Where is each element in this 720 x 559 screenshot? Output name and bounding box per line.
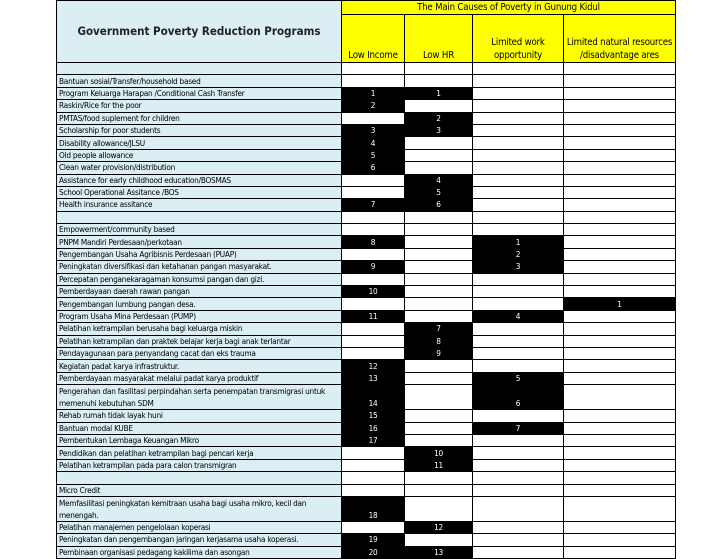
cell-low-hr <box>405 248 473 260</box>
cell-low-income: 14 <box>342 385 405 410</box>
cell-low-hr <box>405 224 473 236</box>
program-label: Pengembangan Usaha Agribisnis Perdesaan (PUAP) <box>57 248 342 260</box>
poverty-program-matrix <box>56 0 676 559</box>
programs-header: Government Poverty Reduction Programs <box>57 1 342 63</box>
cell-limited-work <box>473 174 564 186</box>
cell-low-income <box>342 174 405 186</box>
cell-limited-resources <box>564 199 676 211</box>
cell-limited-work <box>473 112 564 124</box>
cell-limited-work <box>473 124 564 136</box>
cell-low-income: 5 <box>342 149 405 161</box>
table-row <box>57 224 676 236</box>
program-label: Pembinaan organisasi pedagang kakilima dan asongan <box>57 546 342 558</box>
cell-limited-resources <box>564 496 676 521</box>
col-header-low-income: Low Income <box>342 15 405 63</box>
cell-limited-work <box>473 273 564 285</box>
cell-low-income <box>342 186 405 198</box>
cell-low-hr <box>405 472 473 484</box>
program-label: Pembentukan Lembaga Keuangan Mikro <box>57 434 342 446</box>
cell-low-income <box>342 248 405 260</box>
cell-low-hr <box>405 63 473 75</box>
cell-low-hr <box>405 484 473 496</box>
table-row <box>57 410 676 422</box>
cell-low-income <box>342 112 405 124</box>
cell-low-income <box>342 224 405 236</box>
cell-limited-work <box>473 434 564 446</box>
cell-limited-resources: 1 <box>564 298 676 310</box>
cell-low-income <box>342 484 405 496</box>
table-row <box>57 124 676 136</box>
cell-low-income: 6 <box>342 162 405 174</box>
program-label: Program Usaha Mina Perdesaan (PUMP) <box>57 310 342 322</box>
cell-low-hr <box>405 372 473 384</box>
cell-limited-work <box>473 186 564 198</box>
program-label: Micro Credit <box>57 484 342 496</box>
cell-limited-work <box>473 360 564 372</box>
cell-low-income: 18 <box>342 496 405 521</box>
table-row <box>57 310 676 322</box>
cell-limited-resources <box>564 459 676 471</box>
table-row <box>57 335 676 347</box>
cell-low-income <box>342 75 405 87</box>
cell-low-hr <box>405 385 473 410</box>
cell-limited-work <box>473 199 564 211</box>
cell-low-income <box>342 459 405 471</box>
program-label <box>57 211 342 223</box>
cell-low-hr <box>405 149 473 161</box>
cell-low-income: 19 <box>342 534 405 546</box>
program-label: Disability allowance/JLSU <box>57 137 342 149</box>
cell-limited-resources <box>564 410 676 422</box>
cell-limited-work: 5 <box>473 372 564 384</box>
cell-limited-resources <box>564 546 676 558</box>
table-row <box>57 546 676 558</box>
table-row <box>57 248 676 260</box>
cell-limited-resources <box>564 124 676 136</box>
table-row <box>57 174 676 186</box>
table-row <box>57 100 676 112</box>
program-label: Pengerahan dan fasilitasi perpindahan serta penempatan transmigrasi untuk memenuhi kebutuhan SDM <box>57 385 342 410</box>
cell-low-hr: 13 <box>405 546 473 558</box>
cell-limited-resources <box>564 447 676 459</box>
cell-limited-work <box>473 459 564 471</box>
program-label: Peningkatan dan pengembangan jaringan kerjasama usaha koperasi. <box>57 534 342 546</box>
cell-limited-resources <box>564 248 676 260</box>
cell-low-hr <box>405 261 473 273</box>
table-row <box>57 162 676 174</box>
table-row <box>57 137 676 149</box>
program-label: Pelatihan ketrampilan pada para calon transmigran <box>57 459 342 471</box>
cell-low-hr <box>405 434 473 446</box>
program-label: Clean water provision/distribution <box>57 162 342 174</box>
program-label: Health insurance assitance <box>57 199 342 211</box>
program-label: PMTAS/food suplement for children <box>57 112 342 124</box>
cell-limited-resources <box>564 137 676 149</box>
cell-low-income: 13 <box>342 372 405 384</box>
cell-low-income: 15 <box>342 410 405 422</box>
cell-low-hr: 1 <box>405 87 473 99</box>
table-row <box>57 484 676 496</box>
program-label: Pendidikan dan pelatihan ketrampilan bagi pencari kerja <box>57 447 342 459</box>
cell-limited-resources <box>564 484 676 496</box>
table-row <box>57 521 676 533</box>
table-row <box>57 472 676 484</box>
cell-low-hr <box>405 137 473 149</box>
cell-limited-resources <box>564 360 676 372</box>
program-label: Pelatihan ketrampilan berusaha bagi keluarga miskin <box>57 323 342 335</box>
cell-low-hr <box>405 75 473 87</box>
table-row <box>57 112 676 124</box>
program-label: Percepatan penganekaragaman konsumsi pangan dan gizi. <box>57 273 342 285</box>
cell-low-income: 16 <box>342 422 405 434</box>
cell-low-hr <box>405 310 473 322</box>
program-label: PNPM Mandiri Perdesaan/perkotaan <box>57 236 342 248</box>
cell-low-income <box>342 211 405 223</box>
cell-low-income <box>342 447 405 459</box>
table-row <box>57 273 676 285</box>
table-row <box>57 211 676 223</box>
cell-low-hr: 6 <box>405 199 473 211</box>
table-row <box>57 286 676 298</box>
cell-limited-resources <box>564 422 676 434</box>
cell-low-income <box>342 335 405 347</box>
table-row <box>57 323 676 335</box>
cell-limited-resources <box>564 112 676 124</box>
program-label: Empowerment/community based <box>57 224 342 236</box>
table-row <box>57 372 676 384</box>
cell-limited-work: 7 <box>473 422 564 434</box>
cell-low-income: 2 <box>342 100 405 112</box>
cell-limited-work <box>473 484 564 496</box>
cell-low-hr <box>405 162 473 174</box>
cell-low-hr <box>405 410 473 422</box>
cell-limited-work: 2 <box>473 248 564 260</box>
program-label: Program Keluarga Harapan /Conditional Cash Transfer <box>57 87 342 99</box>
cell-low-hr <box>405 100 473 112</box>
cell-limited-work <box>473 323 564 335</box>
matrix-table <box>56 0 676 559</box>
program-label: Bantuan sosial/Transfer/household based <box>57 75 342 87</box>
cell-low-hr <box>405 236 473 248</box>
table-row <box>57 186 676 198</box>
cell-low-hr: 12 <box>405 521 473 533</box>
cell-limited-work <box>473 137 564 149</box>
cell-limited-work <box>473 410 564 422</box>
table-row <box>57 75 676 87</box>
table-row <box>57 261 676 273</box>
program-label: Pengembangan lumbung pangan desa. <box>57 298 342 310</box>
table-row <box>57 360 676 372</box>
cell-limited-work <box>473 149 564 161</box>
cell-limited-work <box>473 447 564 459</box>
cell-limited-work <box>473 472 564 484</box>
cell-low-hr: 2 <box>405 112 473 124</box>
cell-limited-work: 3 <box>473 261 564 273</box>
program-label: Pelatihan manajemen pengelolaan koperasi <box>57 521 342 533</box>
cell-low-income: 17 <box>342 434 405 446</box>
cell-limited-resources <box>564 472 676 484</box>
cell-limited-work <box>473 224 564 236</box>
cell-low-income <box>342 323 405 335</box>
program-label: Pelatihan ketrampilan dan praktek belajar kerja bagi anak terlantar <box>57 335 342 347</box>
program-label: Old people allowance <box>57 149 342 161</box>
cell-low-hr <box>405 422 473 434</box>
cell-low-income: 20 <box>342 546 405 558</box>
cell-limited-work <box>473 335 564 347</box>
cell-low-income: 3 <box>342 124 405 136</box>
cell-limited-work <box>473 496 564 521</box>
table-row <box>57 459 676 471</box>
cell-low-income: 9 <box>342 261 405 273</box>
cell-low-income: 4 <box>342 137 405 149</box>
cell-low-hr: 8 <box>405 335 473 347</box>
cell-low-hr <box>405 496 473 521</box>
table-row <box>57 347 676 359</box>
causes-header: The Main Causes of Poverty in Gunung Kidul <box>342 1 676 15</box>
cell-limited-work <box>473 63 564 75</box>
cell-low-hr: 7 <box>405 323 473 335</box>
cell-limited-resources <box>564 261 676 273</box>
cell-limited-resources <box>564 186 676 198</box>
col-header-low-hr: Low HR <box>405 15 473 63</box>
table-row <box>57 496 676 521</box>
cell-limited-resources <box>564 100 676 112</box>
program-label: School Operational Assitance /BOS <box>57 186 342 198</box>
cell-limited-work: 6 <box>473 385 564 410</box>
cell-limited-work <box>473 211 564 223</box>
cell-limited-work <box>473 162 564 174</box>
cell-low-hr: 11 <box>405 459 473 471</box>
cell-low-hr <box>405 360 473 372</box>
cell-low-income <box>342 347 405 359</box>
cell-limited-work <box>473 87 564 99</box>
program-label <box>57 63 342 75</box>
program-label: Memfasilitasi peningkatan kemitraan usaha bagi usaha mikro, kecil dan menengah. <box>57 496 342 521</box>
cell-low-hr <box>405 273 473 285</box>
cell-low-income: 12 <box>342 360 405 372</box>
table-row <box>57 236 676 248</box>
cell-limited-work <box>473 100 564 112</box>
cell-low-hr: 9 <box>405 347 473 359</box>
cell-limited-work <box>473 546 564 558</box>
program-label: Kegiatan padat karya infrastruktur. <box>57 360 342 372</box>
cell-limited-work <box>473 286 564 298</box>
cell-low-hr: 3 <box>405 124 473 136</box>
cell-limited-resources <box>564 347 676 359</box>
program-label <box>57 472 342 484</box>
cell-low-hr: 5 <box>405 186 473 198</box>
table-row <box>57 63 676 75</box>
cell-low-hr: 10 <box>405 447 473 459</box>
cell-limited-resources <box>564 335 676 347</box>
cell-low-hr <box>405 286 473 298</box>
program-label: Assistance for early childhood education/BOSMAS <box>57 174 342 186</box>
cell-limited-resources <box>564 174 676 186</box>
cell-limited-work <box>473 521 564 533</box>
cell-low-income: 1 <box>342 87 405 99</box>
cell-limited-resources <box>564 236 676 248</box>
table-row <box>57 298 676 310</box>
cell-limited-resources <box>564 310 676 322</box>
cell-low-hr <box>405 298 473 310</box>
table-row <box>57 385 676 410</box>
cell-limited-resources <box>564 224 676 236</box>
cell-limited-resources <box>564 75 676 87</box>
cell-limited-resources <box>564 372 676 384</box>
table-row <box>57 434 676 446</box>
cell-low-income <box>342 63 405 75</box>
program-label: Pendayagunaan para penyandang cacat dan eks trauma <box>57 347 342 359</box>
cell-low-income: 10 <box>342 286 405 298</box>
program-label: Pemberdayaan daerah rawan pangan <box>57 286 342 298</box>
program-label: Pemberdayaan masyarakat melalui padat karya produktif <box>57 372 342 384</box>
cell-limited-resources <box>564 273 676 285</box>
program-label: Scholarship for poor students <box>57 124 342 136</box>
cell-limited-work <box>473 75 564 87</box>
table-row <box>57 149 676 161</box>
cell-limited-resources <box>564 149 676 161</box>
col-header-limited-work: Limited work opportunity <box>473 15 564 63</box>
cell-low-income <box>342 472 405 484</box>
program-label: Peningkatan diversifikasi dan ketahanan pangan masyarakat. <box>57 261 342 273</box>
cell-limited-resources <box>564 162 676 174</box>
table-row <box>57 199 676 211</box>
cell-low-income <box>342 273 405 285</box>
cell-limited-resources <box>564 286 676 298</box>
cell-limited-resources <box>564 87 676 99</box>
col-header-limited-resources: Limited natural resources /disadvantage ares <box>564 15 676 63</box>
cell-limited-work: 4 <box>473 310 564 322</box>
table-row <box>57 447 676 459</box>
cell-low-hr <box>405 211 473 223</box>
cell-limited-work <box>473 298 564 310</box>
cell-limited-work: 1 <box>473 236 564 248</box>
cell-low-income: 11 <box>342 310 405 322</box>
cell-limited-resources <box>564 385 676 410</box>
program-label: Rehab rumah tidak layak huni <box>57 410 342 422</box>
cell-low-income <box>342 298 405 310</box>
cell-low-income: 8 <box>342 236 405 248</box>
cell-limited-resources <box>564 323 676 335</box>
cell-limited-resources <box>564 63 676 75</box>
cell-limited-resources <box>564 521 676 533</box>
cell-limited-resources <box>564 434 676 446</box>
cell-low-income <box>342 521 405 533</box>
cell-limited-work <box>473 347 564 359</box>
cell-low-income: 7 <box>342 199 405 211</box>
table-row <box>57 422 676 434</box>
cell-low-hr: 4 <box>405 174 473 186</box>
cell-limited-resources <box>564 211 676 223</box>
table-row <box>57 87 676 99</box>
program-label: Bantuan modal KUBE <box>57 422 342 434</box>
program-label: Raskin/Rice for the poor <box>57 100 342 112</box>
